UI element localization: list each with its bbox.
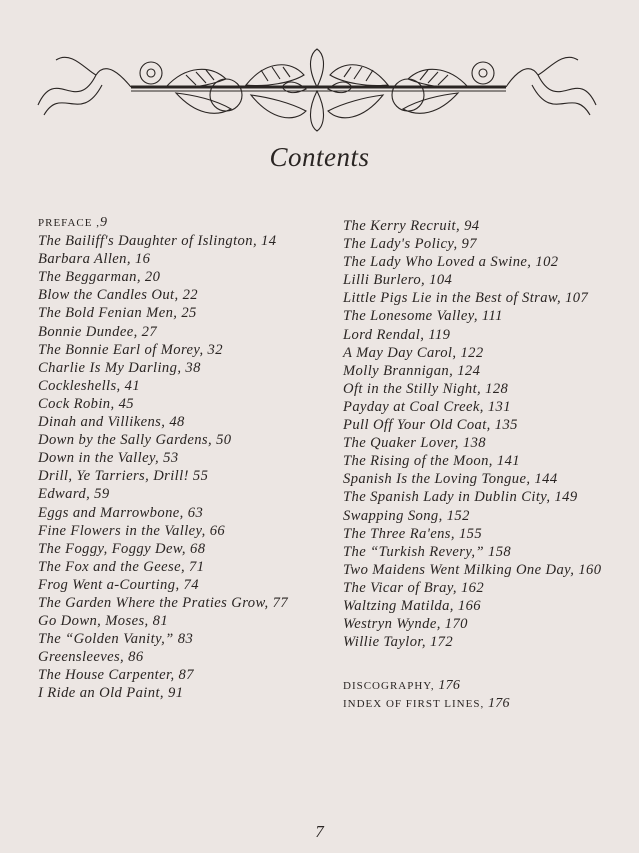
contents-entry: The “Golden Vanity,” 83 xyxy=(38,631,194,648)
contents-right-column xyxy=(343,217,633,713)
contents-entry: Edward, 59 xyxy=(38,486,110,503)
contents-entry: Fine Flowers in the Valley, 66 xyxy=(38,522,226,539)
contents-entry: I Ride an Old Paint, 91 xyxy=(38,685,184,702)
contents-entry: Cockleshells, 41 xyxy=(38,377,141,394)
preface-page: 9 xyxy=(99,215,108,230)
page-number: 7 xyxy=(315,822,324,841)
discography-page: 176 xyxy=(438,678,461,694)
contents-entry: Spanish Is the Loving Tongue, 144 xyxy=(343,471,558,488)
contents-entry: Greensleeves, 86 xyxy=(38,649,144,666)
contents-entry: Willie Taylor, 172 xyxy=(343,634,454,651)
contents-entry: The Bailiff's Daughter of Islington, 14 xyxy=(38,233,277,250)
contents-entry: Little Pigs Lie in the Best of Straw, 107 xyxy=(343,290,589,307)
contents-entry: The Bold Fenian Men, 25 xyxy=(38,305,197,322)
discography-label: DISCOGRAPHY, xyxy=(343,680,435,693)
contents-entry: The Lady's Policy, 97 xyxy=(343,236,477,253)
contents-entry: Down by the Sally Gardens, 50 xyxy=(38,432,232,449)
preface-label: PREFACE , xyxy=(38,217,100,229)
index-label: INDEX OF FIRST LINES, xyxy=(343,698,485,711)
contents-entry: The Lady Who Loved a Swine, 102 xyxy=(343,254,559,271)
contents-entry: The House Carpenter, 87 xyxy=(38,667,194,684)
contents-entry: Lilli Burlero, 104 xyxy=(343,272,453,289)
contents-entry: A May Day Carol, 122 xyxy=(343,344,484,361)
contents-entry: Westryn Wynde, 170 xyxy=(343,616,468,633)
contents-entry: Lord Rendal, 119 xyxy=(343,326,451,343)
contents-entry: Charlie Is My Darling, 38 xyxy=(38,359,201,376)
contents-entry: Drill, Ye Tarriers, Drill! 55 xyxy=(38,468,209,485)
contents-entry: Pull Off Your Old Coat, 135 xyxy=(343,417,518,434)
contents-entry: Eggs and Marrowbone, 63 xyxy=(38,504,204,521)
contents-entry: Frog Went a-Courting, 74 xyxy=(38,576,199,593)
index-entry xyxy=(343,695,633,713)
contents-entry: The Quaker Lover, 138 xyxy=(343,435,486,452)
contents-left-column xyxy=(38,214,328,703)
contents-entry: Cock Robin, 45 xyxy=(38,395,134,412)
contents-entry: The Vicar of Bray, 162 xyxy=(343,579,485,596)
floral-garland-ornament xyxy=(36,45,598,135)
contents-entry: The Kerry Recruit, 94 xyxy=(343,218,480,234)
contents-entry: Dinah and Villikens, 48 xyxy=(38,414,185,431)
contents-entry: The Beggarman, 20 xyxy=(38,269,161,286)
contents-entry: Molly Brannigan, 124 xyxy=(343,362,481,379)
discography-entry xyxy=(343,677,633,695)
contents-entry: The Foggy, Foggy Dew, 68 xyxy=(38,540,206,557)
contents-entry: The Garden Where the Praties Grow, 77 xyxy=(38,594,289,611)
contents-entry: The Rising of the Moon, 141 xyxy=(343,453,520,470)
contents-entry: The Three Ra'ens, 155 xyxy=(343,525,483,542)
contents-entry: Oft in the Stilly Night, 128 xyxy=(343,380,509,397)
preface-entry xyxy=(38,214,328,232)
contents-entry: Blow the Candles Out, 22 xyxy=(38,287,198,304)
contents-entry: The “Turkish Revery,” 158 xyxy=(343,543,512,560)
contents-entry: The Lonesome Valley, 111 xyxy=(343,308,503,325)
contents-entry: The Bonnie Earl of Morey, 32 xyxy=(38,341,223,358)
contents-entry: The Fox and the Geese, 71 xyxy=(38,558,205,575)
contents-entry: Two Maidens Went Milking One Day, 160 xyxy=(343,561,602,578)
contents-entry: Barbara Allen, 16 xyxy=(38,251,151,268)
contents-entry: Down in the Valley, 53 xyxy=(38,450,179,467)
contents-entry: Waltzing Matilda, 166 xyxy=(343,597,481,614)
contents-entry: Go Down, Moses, 81 xyxy=(38,613,169,630)
contents-entry: The Spanish Lady in Dublin City, 149 xyxy=(343,489,578,506)
page-title: Contents xyxy=(269,142,370,172)
contents-entry: Bonnie Dundee, 27 xyxy=(38,323,158,340)
index-page: 176 xyxy=(487,696,510,712)
contents-entry: Payday at Coal Creek, 131 xyxy=(343,398,511,415)
contents-entry: Swapping Song, 152 xyxy=(343,507,470,524)
